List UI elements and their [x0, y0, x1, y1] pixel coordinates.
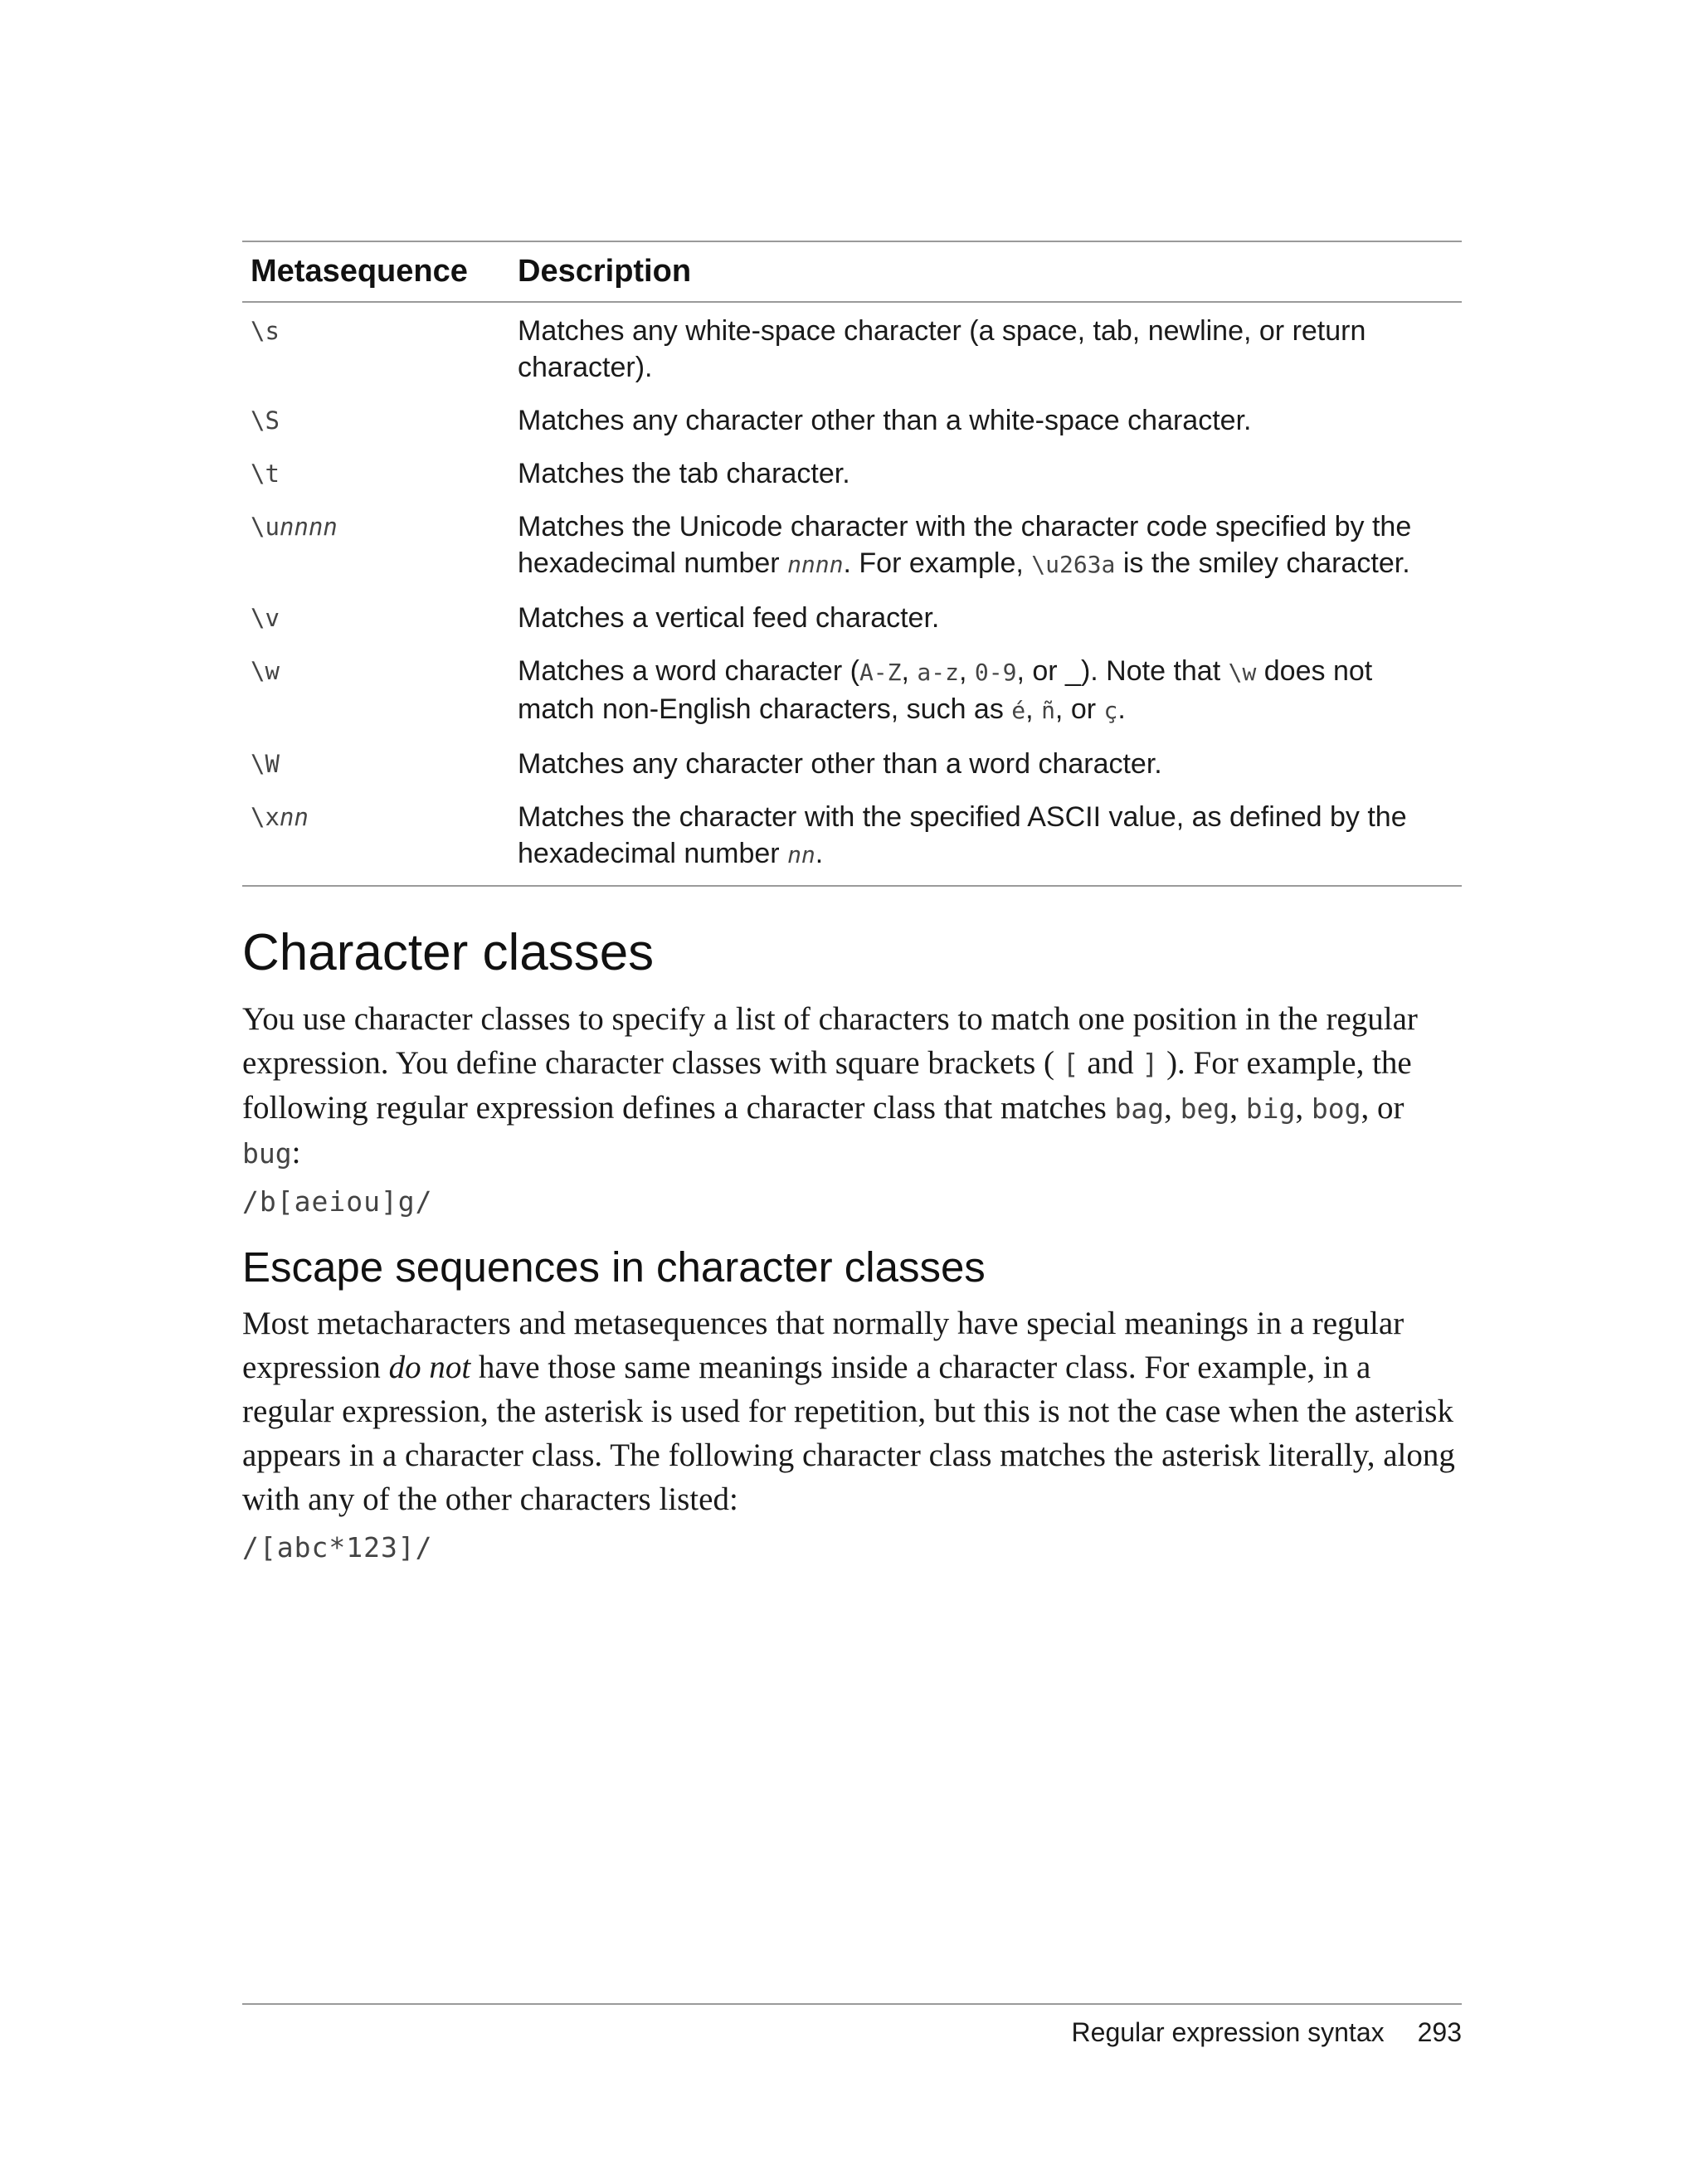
desc-text: ,	[1025, 693, 1042, 725]
desc-text: Matches a word character (	[518, 655, 859, 687]
seq-variable: nn	[279, 803, 309, 831]
inline-code: \w	[1228, 659, 1257, 686]
desc-text: does not match non-English characters, such as	[518, 655, 1373, 725]
description-cell: Matches any character other than a white-space character.	[518, 405, 1252, 436]
desc-text: is the smiley character.	[1115, 547, 1410, 579]
code-example: /[abc*123]/	[242, 1531, 433, 1564]
table-row	[242, 394, 1462, 447]
metasequence-cell	[242, 790, 509, 886]
table-row	[242, 500, 1462, 591]
page-content	[242, 241, 1462, 1564]
metasequence-cell: \w	[251, 657, 280, 685]
desc-text: ,	[959, 655, 975, 687]
desc-text: ,	[901, 655, 918, 687]
description-cell	[509, 790, 1462, 886]
body-text: ). For example, the following regular expression defines a character class that matches	[242, 1045, 1412, 1126]
table-row	[242, 302, 1462, 394]
metasequence-cell: \s	[251, 317, 280, 345]
body-text: Most metacharacters and metasequences that normally have special meanings in a regular expression	[242, 1306, 1404, 1385]
description-cell: Matches the tab character.	[518, 458, 850, 489]
desc-text: , or _). Note that	[1016, 655, 1229, 687]
desc-text: , or	[1054, 693, 1104, 725]
body-text: , or	[1361, 1090, 1404, 1126]
description-cell: Matches a vertical feed character.	[518, 602, 940, 634]
page-footer	[1072, 2017, 1462, 2048]
body-text: :	[291, 1135, 301, 1170]
description-cell: Matches any white-space character (a space, tab, newline, or return character).	[518, 315, 1366, 383]
table-row	[242, 644, 1462, 737]
table-row	[242, 447, 1462, 500]
metasequence-table	[242, 241, 1462, 887]
description-cell	[509, 644, 1462, 737]
description-cell: Matches any character other than a word character.	[518, 748, 1162, 780]
desc-text: .	[1117, 693, 1126, 725]
body-text: have those same meanings inside a character class. For example, in a regular expression, the asterisk is used for repetition, but this is not the case when the asterisk appears in a character class. The following character class matches the asterisk literally, along with any of the other characters listed:	[242, 1350, 1455, 1517]
inline-code: 0-9	[974, 659, 1017, 686]
footer-divider	[242, 2003, 1462, 2005]
seq-prefix: \x	[251, 803, 280, 831]
inline-code: ç	[1103, 697, 1118, 724]
metasequence-cell: \t	[251, 460, 280, 488]
character-classes-paragraph	[242, 997, 1462, 1175]
body-text: ,	[1295, 1090, 1312, 1126]
page-number: 293	[1417, 2017, 1462, 2047]
metasequence-cell: \S	[251, 406, 280, 435]
inline-code: é	[1011, 697, 1026, 724]
section-heading-character-classes: Character classes	[242, 924, 655, 981]
table-row	[242, 591, 1462, 644]
footer-title: Regular expression syntax	[1071, 2017, 1385, 2047]
inline-code: ]	[1142, 1048, 1159, 1080]
inline-code: [	[1062, 1048, 1079, 1080]
inline-code-variable: nn	[787, 841, 815, 868]
table-header-row	[242, 241, 1462, 302]
emphasis-text: do not	[388, 1350, 471, 1385]
inline-code: bug	[242, 1137, 292, 1170]
desc-text: .	[815, 838, 824, 869]
metasequence-cell: \W	[251, 750, 280, 778]
inline-code: beg	[1180, 1092, 1230, 1125]
metasequence-cell	[242, 500, 509, 591]
body-text: ,	[1164, 1090, 1181, 1126]
inline-code: big	[1245, 1092, 1296, 1125]
desc-text: Matches the Unicode character with the character code specified by the hexadecimal number	[518, 511, 1412, 579]
metasequence-cell: \v	[251, 604, 280, 632]
inline-code: a-z	[917, 659, 959, 686]
inline-code: bag	[1114, 1092, 1165, 1125]
body-text: You use character classes to specify a list of characters to match one position in the regular expression. You define character classes with square brackets (	[242, 1001, 1418, 1081]
seq-variable: nnnn	[279, 513, 338, 541]
seq-prefix: \u	[251, 513, 280, 541]
desc-text: . For example,	[843, 547, 1032, 579]
body-text: and	[1078, 1045, 1142, 1081]
section-heading-escape-sequences: Escape sequences in character classes	[242, 1243, 986, 1291]
inline-code: bog	[1311, 1092, 1361, 1125]
inline-code: \u263a	[1031, 551, 1116, 578]
body-text: ,	[1229, 1090, 1246, 1126]
column-header-description: Description	[509, 241, 1462, 302]
desc-text: Matches the character with the specified ASCII value, as defined by the hexadecimal number	[518, 801, 1407, 869]
escape-sequences-paragraph	[242, 1301, 1462, 1521]
description-cell	[509, 500, 1462, 591]
table-row	[242, 790, 1462, 886]
inline-code: ñ	[1041, 697, 1055, 724]
code-example: /b[aeiou]g/	[242, 1185, 433, 1218]
inline-code-variable: nnnn	[787, 551, 844, 578]
table-row	[242, 737, 1462, 790]
inline-code: A-Z	[859, 659, 902, 686]
column-header-metasequence: Metasequence	[242, 241, 509, 302]
